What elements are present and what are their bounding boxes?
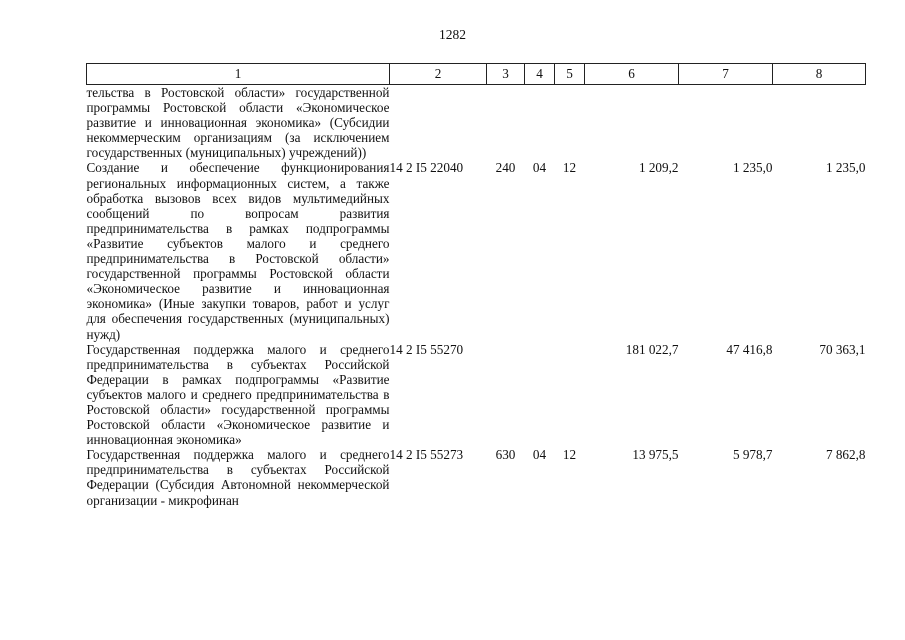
row-amount-col6: 1 209,2 bbox=[638, 160, 679, 176]
row-amount-col7: 47 416,8 bbox=[726, 341, 773, 357]
row-section bbox=[525, 342, 555, 448]
row-subsection: 12 bbox=[562, 447, 577, 463]
column-header-4: 4 bbox=[525, 64, 555, 85]
row-code bbox=[390, 85, 487, 161]
row-expense-type bbox=[487, 342, 525, 448]
table-row bbox=[87, 342, 866, 448]
column-header-2: 2 bbox=[390, 64, 487, 85]
column-header-3: 3 bbox=[487, 64, 525, 85]
column-header-8: 8 bbox=[773, 64, 866, 85]
table-row bbox=[87, 447, 866, 507]
row-amount-col6: 181 022,7 bbox=[625, 341, 679, 357]
row-section bbox=[525, 85, 555, 161]
row-section: 04 bbox=[532, 160, 547, 176]
table-row bbox=[87, 160, 866, 341]
row-description: Создание и обеспечение функционирования региональных информационных систем, а также обработка вызовов всех видов мультимедийных сообщений по вопросам развития предпринимательства в рамках подпрограммы «Развитие субъектов малого и среднего предпринимательства в Ростовской области» государственной программы Ростовской области «Экономическое развитие и инновационная экономика» (Иные закупки товаров, работ и услуг для обеспечения государственных (муниципальных) нужд) bbox=[86, 160, 390, 342]
column-header-6: 6 bbox=[585, 64, 679, 85]
row-amount-col6 bbox=[585, 85, 679, 161]
row-amount-col6: 13 975,5 bbox=[632, 447, 679, 463]
row-code: 14 2 I5 22040 bbox=[389, 160, 464, 176]
row-amount-col7: 1 235,0 bbox=[732, 160, 773, 176]
row-amount-col7 bbox=[679, 85, 773, 161]
row-expense-type bbox=[487, 85, 525, 161]
column-header-5: 5 bbox=[555, 64, 585, 85]
row-amount-col8: 1 235,0 bbox=[825, 160, 866, 176]
row-amount-col8 bbox=[773, 85, 866, 161]
row-subsection: 12 bbox=[562, 160, 577, 176]
row-code: 14 2 I5 55270 bbox=[389, 341, 464, 357]
row-code: 14 2 I5 55273 bbox=[389, 447, 464, 463]
row-expense-type: 630 bbox=[495, 447, 516, 463]
budget-table bbox=[86, 63, 866, 508]
page-number: 1282 bbox=[439, 27, 466, 42]
row-section: 04 bbox=[532, 447, 547, 463]
row-description: Государственная поддержка малого и среднего предпринимательства в субъектах Российской Федерации (Субсидия Автономной некоммерческой организации - микрофинан bbox=[86, 447, 390, 508]
row-description: Государственная поддержка малого и среднего предпринимательства в субъектах Российской Федерации в рамках подпрограммы «Развитие субъектов малого и среднего предпринимательства в Ростовской области» государственной программы Ростовской области «Экономическое развитие и инновационная экономика» bbox=[86, 341, 390, 448]
row-amount-col8: 7 862,8 bbox=[825, 447, 866, 463]
row-expense-type: 240 bbox=[495, 160, 516, 176]
row-description: тельства в Ростовской области» государственной программы Ростовской области «Экономическое развитие и инновационная экономика» (Субсидии некоммерческим организациям (за исключением государственных (муниципальных) учреждений)) bbox=[86, 85, 390, 161]
row-amount-col8: 70 363,1 bbox=[819, 341, 866, 357]
row-subsection bbox=[555, 85, 585, 161]
header-row bbox=[87, 64, 866, 85]
column-header-7: 7 bbox=[679, 64, 773, 85]
column-header-1: 1 bbox=[87, 64, 390, 85]
table-row bbox=[87, 85, 866, 161]
row-amount-col7: 5 978,7 bbox=[732, 447, 773, 463]
row-subsection bbox=[555, 342, 585, 448]
